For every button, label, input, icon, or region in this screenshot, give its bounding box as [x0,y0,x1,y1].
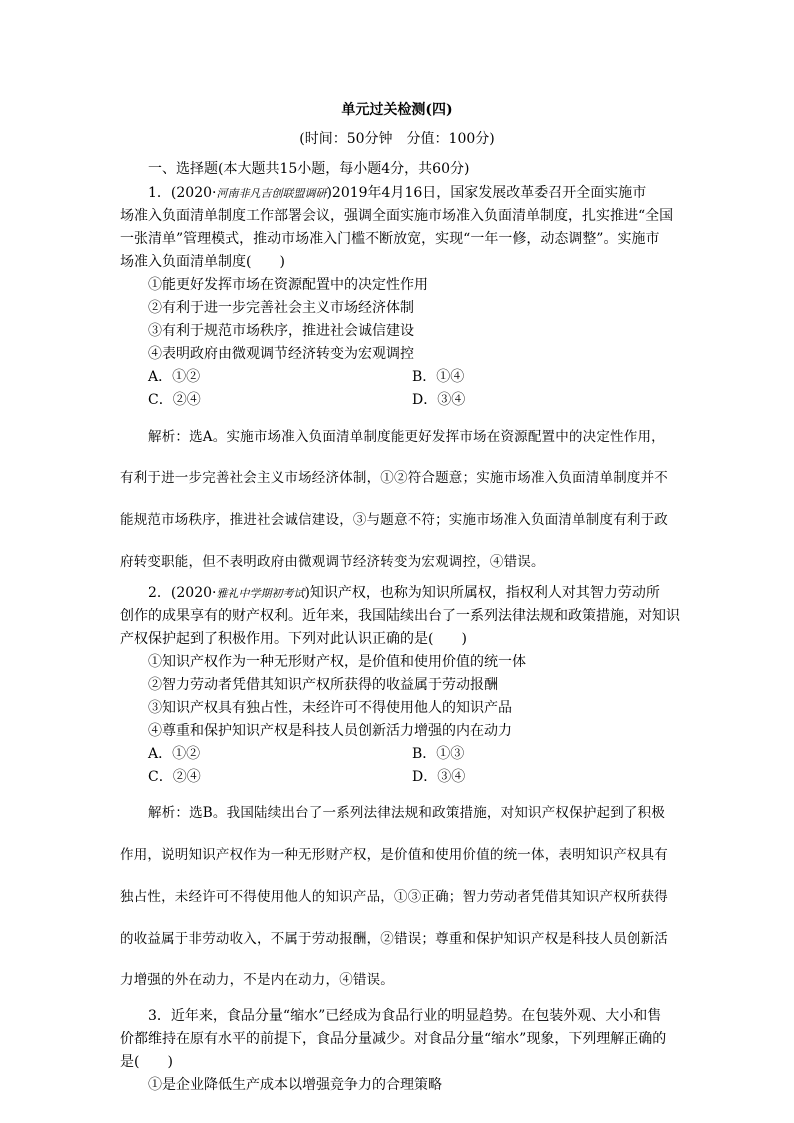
q2-option-c: C．②④ [148,769,201,785]
page-title: 单元过关检测(四) [341,102,453,118]
q1-analysis-1: 解析：选A。实施市场准入负面清单制度能更好发挥市场在资源配置中的决定性作用， [148,429,665,445]
q2-option-d: D．③④ [412,769,466,785]
q1-statement-2: ②有利于进一步完善社会主义市场经济体制 [148,300,414,316]
q2-analysis-3: 独占性，未经许可不得使用他人的知识产品，①③正确；智力劳动者凭借其知识产权所获得 [120,889,668,905]
q1-statement-3: ③有利于规范市场秩序，推进社会诚信建设 [148,323,414,339]
q2-line-2: 创作的成果享有的财产权利。近年来，我国陆续出台了一系列法律法规和政策措施，对知识 [120,608,680,624]
q1-option-a: A．①② [148,369,201,385]
q1-source: 河南非凡吉创联盟调研 [216,187,327,200]
q3-line-3: 是( ) [120,1054,173,1070]
q2-statement-4: ④尊重和保护知识产权是科技人员创新活力增强的内在动力 [148,723,512,739]
q3-line-1: 3．近年来，食品分量“缩水”已经成为食品行业的明显趋势。在包装外观、大小和售 [148,1008,662,1024]
q2-line-3: 产权保护起到了积极作用。下列对此认识正确的是( ) [120,631,467,647]
q1-line-2: 场准入负面清单制度工作部署会议，强调全面实施市场准入负面清单制度，扎实推进“全国 [120,208,674,224]
q2-analysis-5: 力增强的外在动力，不是内在动力，④错误。 [120,972,394,988]
q1-option-c: C．②④ [148,392,201,408]
q3-statement-1: ①是企业降低生产成本以增强竞争力的合理策略 [148,1077,442,1093]
q2-option-b: B．①③ [412,746,465,762]
q1-analysis-3: 能规范市场秩序，推进社会诚信建设，③与题意不符；实施市场准入负面清单制度有利于政 [120,512,668,528]
exam-time-score: (时间：50分钟 分值：100分) [299,131,495,147]
q2-statement-3: ③知识产权具有独占性，未经许可不得使用他人的知识产品 [148,700,512,716]
q1-option-d: D．③④ [412,392,466,408]
q2-line-1: 2．(2020·雅礼中学期初考试)知识产权，也称为知识所属权，指权利人对其智力劳动所 [148,585,660,601]
q2-analysis-4: 的收益属于非劳动收入，不属于劳动报酬，②错误；尊重和保护知识产权是科技人员创新活 [120,931,668,947]
q2-option-a: A．①② [148,746,201,762]
q1-analysis-2: 有利于进一步完善社会主义市场经济体制，①②符合题意；实施市场准入负面清单制度并不 [120,470,668,486]
q2-statement-2: ②智力劳动者凭借其知识产权所获得的收益属于劳动报酬 [148,677,498,693]
q3-line-2: 价都维持在原有水平的前提下，食品分量减少。对食品分量“缩水”现象，下列理解正确的 [120,1031,667,1047]
q2-source: 雅礼中学期初考试 [216,587,305,600]
q1-line-4: 场准入负面清单制度( ) [120,254,285,270]
q2-analysis-1: 解析：选B。我国陆续出台了一系列法律法规和政策措施，对知识产权保护起到了积极 [148,805,666,821]
q1-statement-1: ①能更好发挥市场在资源配置中的决定性作用 [148,277,428,293]
q1-statement-4: ④表明政府由微观调节经济转变为宏观调控 [148,346,414,362]
q2-analysis-2: 作用，说明知识产权作为一种无形财产权，是价值和使用价值的统一体，表明知识产权具有 [120,847,668,863]
q1-line-3: 一张清单”管理模式，推动市场准入门槛不断放宽，实现“一年一修，动态调整”。实施市 [120,231,660,247]
q1-line-1: 1．(2020·河南非凡吉创联盟调研)2019年4月16日，国家发展改革委召开全面实施市 [148,185,647,201]
section-heading: 一、选择题(本大题共15小题，每小题4分，共60分) [148,161,470,177]
q1-option-b: B．①④ [412,369,465,385]
q1-analysis-4: 府转变职能，但不表明政府由微观调节经济转变为宏观调控，④错误。 [120,554,545,570]
q2-statement-1: ①知识产权作为一种无形财产权，是价值和使用价值的统一体 [148,654,526,670]
